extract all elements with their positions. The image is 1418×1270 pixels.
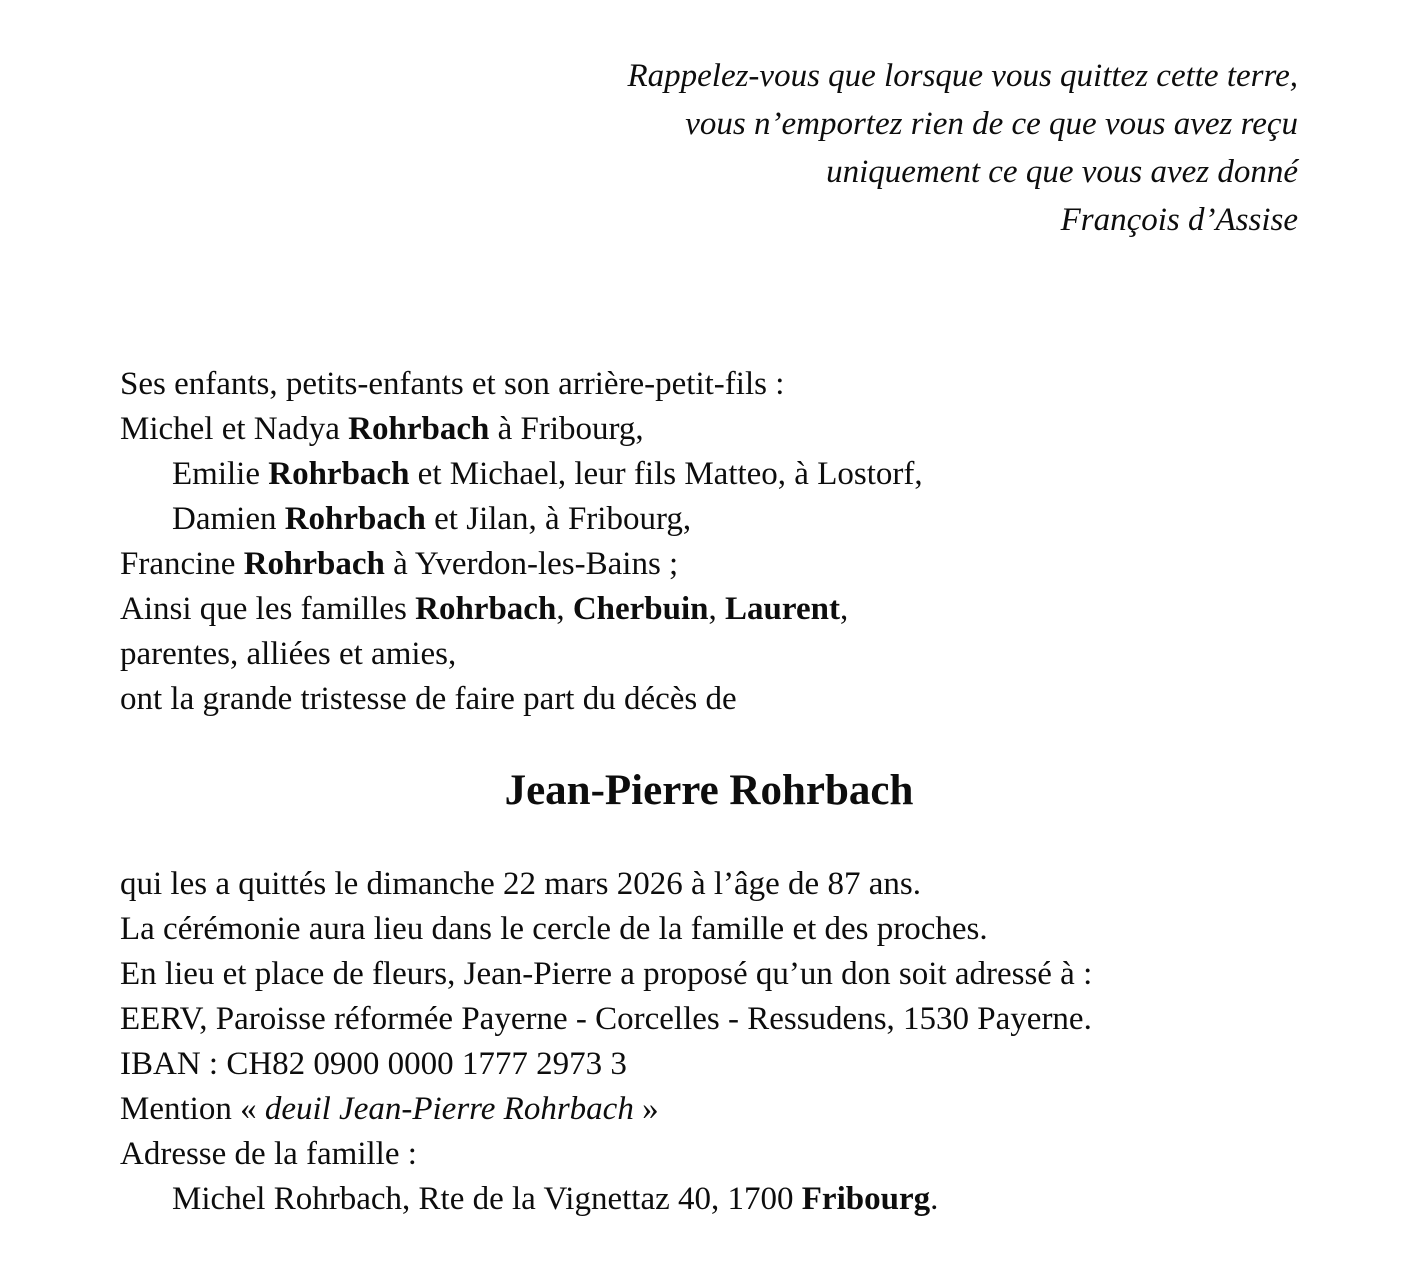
text: Ainsi que les familles xyxy=(120,591,416,627)
text-line xyxy=(120,362,1358,407)
text-line xyxy=(120,452,1358,497)
quote-line: Rappelez-vous que lorsque vous quittez cette terre, xyxy=(627,58,1298,94)
text-line xyxy=(120,952,1358,997)
bold-text: Rohrbach xyxy=(268,456,410,492)
opening-quote xyxy=(627,52,1298,244)
details-section xyxy=(120,862,1358,1222)
text-line xyxy=(120,542,1358,587)
text-line xyxy=(120,677,1358,722)
text: Michel Rohrbach, Rte de la Vignettaz 40, 1700 xyxy=(172,1181,802,1217)
text: , xyxy=(839,591,849,627)
text: Francine xyxy=(120,546,244,582)
quote-line: uniquement ce que vous avez donné xyxy=(826,154,1298,190)
text-line xyxy=(120,632,1358,677)
quote-line: vous n’emportez rien de ce que vous avez reçu xyxy=(685,106,1298,142)
text: ont la grande tristesse de faire part du décès de xyxy=(120,681,737,717)
text-line xyxy=(120,1087,1358,1132)
bold-text: Rohrbach xyxy=(243,546,385,582)
text-line xyxy=(120,862,1358,907)
bold-text: Laurent xyxy=(725,591,840,627)
text: et Michael, leur fils Matteo, à Lostorf, xyxy=(409,456,923,492)
bold-text: Fribourg xyxy=(801,1181,931,1217)
text: qui les a quittés le dimanche 22 mars 2026 à l’âge de 87 ans. xyxy=(120,866,921,902)
text: à Yverdon-les-Bains ; xyxy=(384,546,679,582)
text: Adresse de la famille : xyxy=(120,1136,417,1172)
text: . xyxy=(930,1181,939,1217)
text: Ses enfants, petits-enfants et son arrière-petit-fils : xyxy=(120,366,785,402)
bold-text: Rohrbach xyxy=(415,591,557,627)
text-line xyxy=(120,1132,1358,1177)
text: » xyxy=(633,1091,659,1127)
bold-text: Cherbuin xyxy=(572,591,709,627)
text: parentes, alliées et amies, xyxy=(120,636,457,672)
text: , xyxy=(556,591,573,627)
quote-attribution: François d’Assise xyxy=(1060,202,1298,238)
text: , xyxy=(708,591,726,627)
text: et Jilan, à Fribourg, xyxy=(425,501,692,537)
text-line xyxy=(120,407,1358,452)
text-line xyxy=(120,1177,1358,1222)
text: IBAN : CH82 0900 0000 1777 2973 3 xyxy=(120,1046,627,1082)
text: La cérémonie aura lieu dans le cercle de la famille et des proches. xyxy=(120,911,988,947)
text-line xyxy=(120,1042,1358,1087)
text: Michel et Nadya xyxy=(120,411,349,447)
text: EERV, Paroisse réformée Payerne - Corcelles - Ressudens, 1530 Payerne. xyxy=(120,1001,1092,1037)
family-section xyxy=(120,362,1358,722)
text-line xyxy=(120,997,1358,1042)
text-line xyxy=(120,587,1358,632)
text: Emilie xyxy=(172,456,269,492)
text: En lieu et place de fleurs, Jean-Pierre a proposé qu’un don soit adressé à : xyxy=(120,956,1093,992)
italic-text: deuil Jean-Pierre Rohrbach xyxy=(264,1091,634,1127)
bold-text: Rohrbach xyxy=(348,411,490,447)
text: Damien xyxy=(172,501,285,537)
bold-text: Rohrbach xyxy=(284,501,426,537)
text-line xyxy=(120,907,1358,952)
text-line xyxy=(120,497,1358,542)
text: à Fribourg, xyxy=(489,411,644,447)
text: Mention « xyxy=(120,1091,265,1127)
deceased-name: Jean-Pierre Rohrbach xyxy=(504,767,914,814)
